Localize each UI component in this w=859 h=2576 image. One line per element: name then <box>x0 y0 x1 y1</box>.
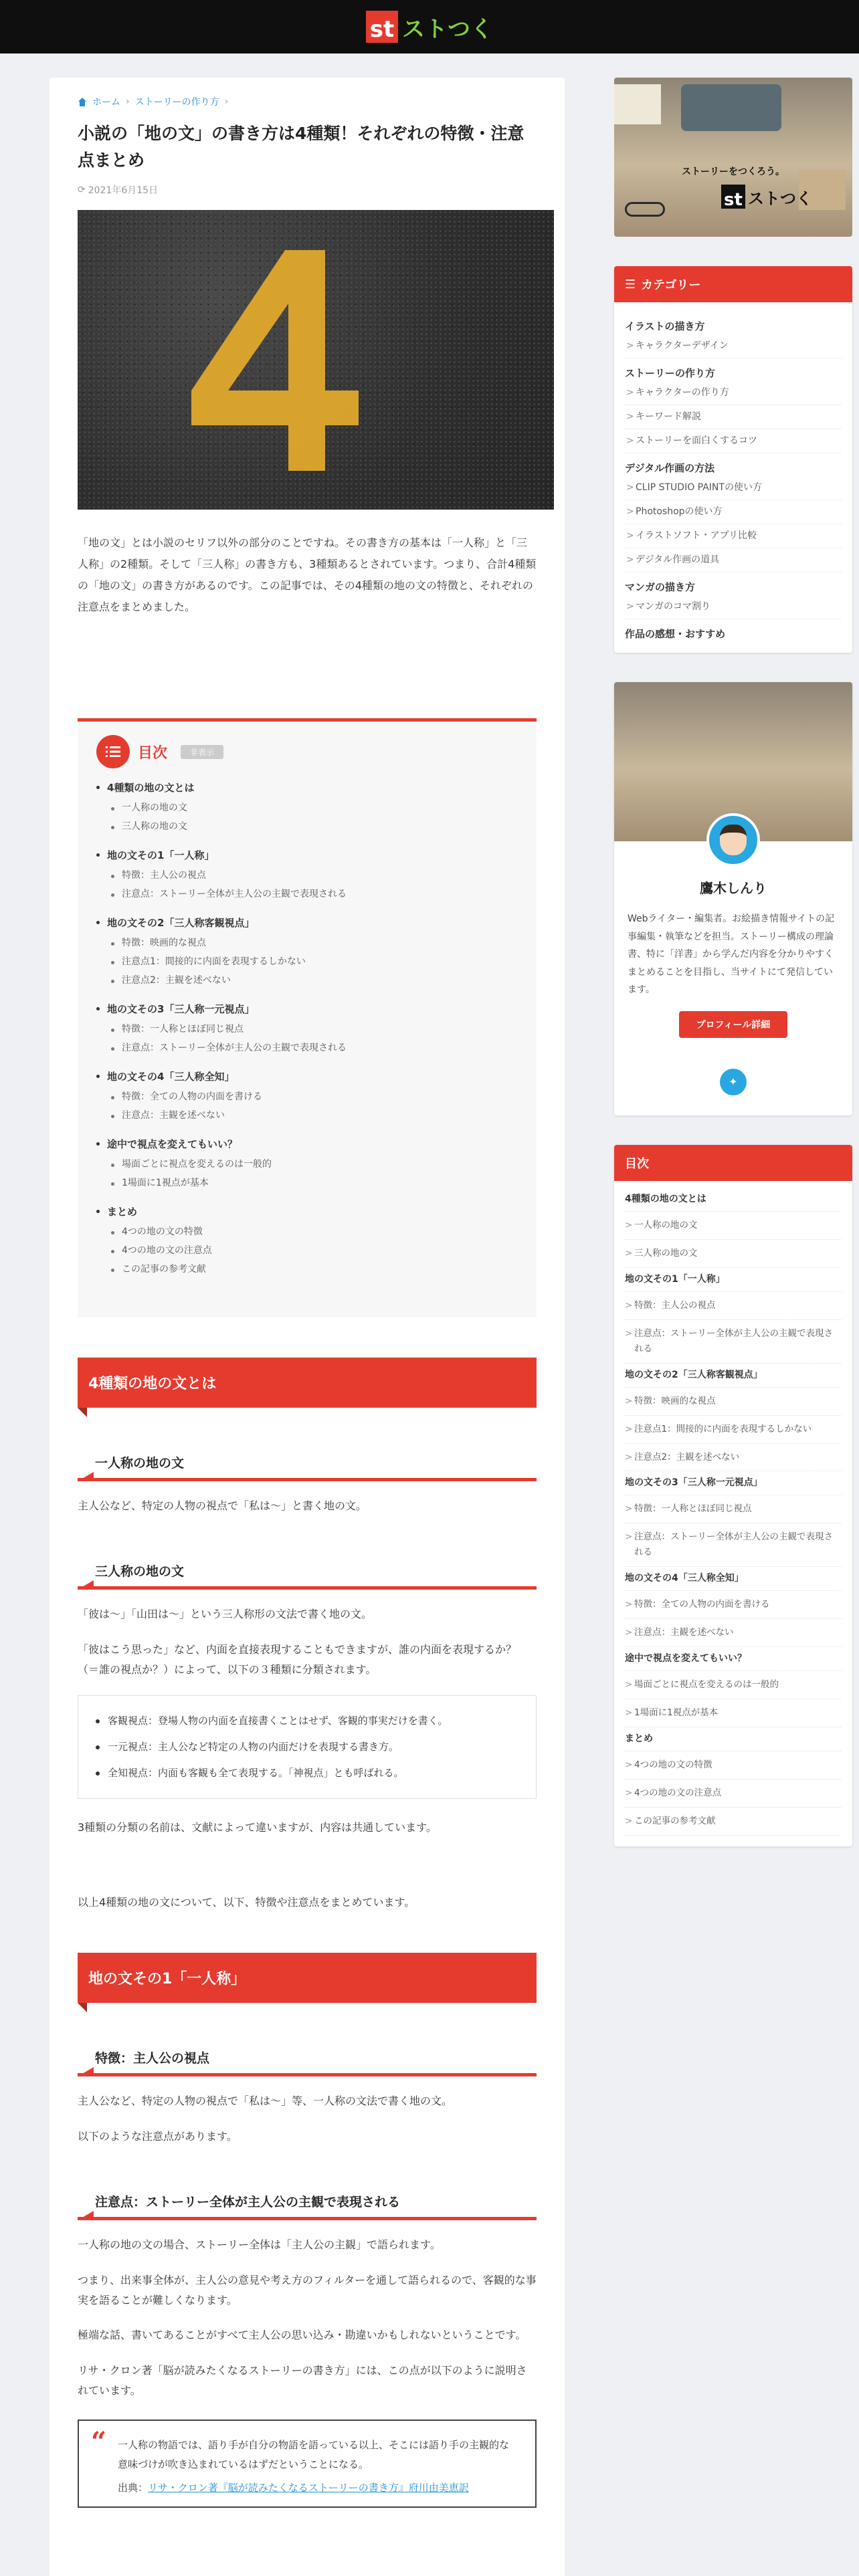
subcategory-link[interactable]: > Photoshopの使い方 <box>625 500 842 524</box>
viewpoint-list-box <box>78 1695 537 1799</box>
subcategory-link[interactable]: > マンガのコマ割り <box>625 595 842 619</box>
toc-item-link[interactable]: 地の文その4「三人称全知」 <box>107 1071 235 1083</box>
post-date-text: 2021年6月15日 <box>88 185 159 196</box>
sidebar-toc-subitem[interactable]: > この記事の参考文献 <box>625 1808 842 1836</box>
toc-subitem-link[interactable]: 一人称の地の文 <box>107 798 518 817</box>
paragraph: 「彼は〜」「山田は〜」という三人称形の文法で書く地の文。 <box>78 1608 373 1621</box>
category-link[interactable]: 作品の感想・おすすめ <box>625 628 726 640</box>
subcategory-link[interactable]: > キャラクターデザイン <box>625 334 842 358</box>
sidebar-toc-subitem[interactable]: > 三人称の地の文 <box>625 1240 842 1268</box>
chevron-right-icon: › <box>126 96 130 107</box>
logo-mark: st <box>366 11 398 43</box>
toc-item <box>96 1002 518 1057</box>
paragraph: つまり、出来事全体が、主人公の意見や考え方のフィルターを通して語られるので、客観的な事実を語ることが難しくなります。 <box>78 2273 537 2306</box>
toc-sublist <box>107 1087 518 1125</box>
subsection-heading: 注意点：ストーリー全体が主人公の主観で表現される <box>78 2192 537 2220</box>
toc-item-link[interactable]: 途中で視点を変えてもいい？ <box>107 1138 238 1150</box>
toc-subitem-link[interactable]: 注意点：ストーリー全体が主人公の主観で表現される <box>107 1039 518 1057</box>
number-four-illustration <box>191 250 372 477</box>
toc-subitem-link[interactable]: 注意点2：主観を述べない <box>107 971 518 990</box>
profile-description: Webライター・編集者。お絵描き情報サイトの記事編集・執筆などを担当。ストーリー構成の理論書、特に「洋書」から学んだ内容を分かりやすくまとめることを目指し、当サイトにて発信しています。 <box>628 914 835 996</box>
list-item: 全知視点：内面も客観も全て表現する。「神視点」とも呼ばれる。 <box>96 1760 518 1786</box>
lead-paragraph: 「地の文」とは小説のセリフ以外の部分のことですね。その書き方の基本は「一人称」と「三人称」の2種類。そして「三人称」の書き方も、3種類あるとされています。つまり、合計4種類の「地の文」の書き方があるのです。この記事では、その4種類の地の文の特徴と、それぞれの注意点をまとめました。 <box>78 536 537 613</box>
toc-subitem-link[interactable]: 4つの地の文の注意点 <box>107 1241 518 1260</box>
sidebar-toc-item[interactable]: 4種類の地の文とは <box>625 1188 842 1212</box>
toc-sublist <box>107 1155 518 1192</box>
quote-icon: “ <box>91 2426 107 2458</box>
article <box>50 78 565 2576</box>
toc-item <box>96 1137 518 1192</box>
toc-subitem-link[interactable]: この記事の参考文献 <box>107 1260 518 1279</box>
categories-title: カテゴリー <box>641 278 701 292</box>
profile-name: 鷹木しんり <box>700 880 767 896</box>
banner-logo-mark: st <box>721 185 745 209</box>
section-heading: 4種類の地の文とは <box>78 1358 537 1408</box>
subsection-heading: 特徴：主人公の視点 <box>78 2048 537 2076</box>
subsection-heading: 三人称の地の文 <box>78 1562 537 1590</box>
toc-subitem-link[interactable]: 4つの地の文の特徴 <box>107 1222 518 1241</box>
toc-item <box>96 916 518 990</box>
category-link[interactable]: マンガの描き方 <box>625 581 696 593</box>
toc-subitem-link[interactable]: 特徴：主人公の視点 <box>107 866 518 885</box>
sidebar-toc-subitem[interactable]: > 4つの地の文の特徴 <box>625 1751 842 1780</box>
paragraph: 「彼はこう思った」など、内面を直接表現することもできますが、誰の内面を表現するか？（＝誰の視点か？）によって、以下の３種類に分類されます。 <box>78 1642 517 1677</box>
category-link[interactable]: ストーリーの作り方 <box>625 367 716 379</box>
toc-item-link[interactable]: 地の文その3「三人称一元視点」 <box>107 1003 255 1015</box>
twitter-icon[interactable]: ✦ <box>720 1069 747 1095</box>
sidebar-toc-widget <box>614 1145 852 1846</box>
sidebar-toc-subitem[interactable]: > 特徴：全ての人物の内面を書ける <box>625 1591 842 1619</box>
toc-item <box>96 1069 518 1125</box>
categories-widget <box>614 266 852 653</box>
category-link[interactable]: イラストの描き方 <box>625 320 705 332</box>
subcategory-link[interactable]: > イラストソフト・アプリ比較 <box>625 524 842 548</box>
banner-logo <box>721 185 812 209</box>
quote-citation <box>118 2480 518 2494</box>
toc-title: 目次 <box>138 744 168 762</box>
toc-subitem-link[interactable]: 特徴：一人称とほぼ同じ視点 <box>107 1020 518 1039</box>
toc-sublist <box>107 1020 518 1057</box>
toc-item <box>96 1204 518 1279</box>
sidebar-toc-item[interactable]: 地の文その1「一人称」 <box>625 1268 842 1292</box>
sidebar-banner[interactable] <box>614 78 852 237</box>
toc-item-link[interactable]: まとめ <box>107 1206 138 1218</box>
sidebar-toc-subitem[interactable]: > 注意点：主観を述べない <box>625 1619 842 1647</box>
toc-subitem-link[interactable]: 特徴：全ての人物の内面を書ける <box>107 1087 518 1106</box>
sidebar-toc-subitem[interactable]: > 1場面に1視点が基本 <box>625 1699 842 1727</box>
subcategory-link[interactable]: > キーワード解説 <box>625 405 842 429</box>
toc-subitem-link[interactable]: 場面ごとに視点を変えるのは一般的 <box>107 1155 518 1174</box>
toc-item-link[interactable]: 地の文その1「一人称」 <box>107 849 215 861</box>
section-heading: 地の文その1「一人称」 <box>78 1953 537 2003</box>
toc-sublist <box>107 866 518 903</box>
sidebar-toc-subitem[interactable]: > 注意点：ストーリー全体が主人公の主観で表現される <box>625 1320 842 1364</box>
sidebar-toc-title: 目次 <box>625 1156 649 1171</box>
sidebar-toc-subitem[interactable]: > 特徴：主人公の視点 <box>625 1292 842 1320</box>
toc-subitem-link[interactable]: 注意点：ストーリー全体が主人公の主観で表現される <box>107 885 518 903</box>
toc-subitem-link[interactable]: 特徴：映画的な視点 <box>107 934 518 952</box>
table-of-contents <box>78 718 537 1317</box>
sidebar-toc-subitem[interactable]: > 特徴：一人称とほぼ同じ視点 <box>625 1495 842 1523</box>
list-item: 客観視点：登場人物の内面を直接書くことはせず、客観的事実だけを書く。 <box>96 1708 518 1734</box>
logo-text: ストつく <box>402 15 493 43</box>
sidebar-toc-subitem[interactable]: > 場面ごとに視点を変えるのは一般的 <box>625 1671 842 1699</box>
toc-subitem-link[interactable]: 注意点1：間接的に内面を表現するしかない <box>107 952 518 971</box>
sidebar-toc-item[interactable]: まとめ <box>625 1727 842 1751</box>
toc-sublist <box>107 1222 518 1279</box>
subcategory-link[interactable]: > キャラクターの作り方 <box>625 381 842 405</box>
banner-text: ストーリーをつくろう。 <box>682 167 785 177</box>
toc-subitem-link[interactable]: 1場面に1視点が基本 <box>107 1174 518 1192</box>
quote-text: 一人称の物語では、語り手が自分の物語を語っている以上、そこには語り手の主観的な意味づけが吹き込まれているはずだということになる。 <box>118 2439 510 2470</box>
citation-link[interactable]: リサ・クロン著『脳が読みたくなるストーリーの書き方』府川由美恵訳 <box>148 2482 469 2494</box>
paragraph: 主人公など、特定の人物の視点で「私は〜」等、一人称の文法で書く地の文。 <box>78 2095 453 2108</box>
paragraph: 極端な話、書いてあることがすべて主人公の思い込み・勘違いかもしれないということです。 <box>78 2329 527 2342</box>
paragraph: 主人公など、特定の人物の視点で「私は〜」と書く地の文。 <box>78 1499 367 1512</box>
category-list <box>614 302 852 653</box>
sidebar-toc-subitem[interactable]: > 注意点2：主観を述べない <box>625 1444 842 1472</box>
page-wrapper <box>0 53 859 2576</box>
sidebar-toc-item[interactable]: 地の文その3「三人称一元視点」 <box>625 1471 842 1495</box>
subcategory-link[interactable]: > ストーリーを面白くするコツ <box>625 429 842 453</box>
subcategory-link[interactable]: > デジタル作画の道具 <box>625 548 842 572</box>
breadcrumb <box>78 95 537 108</box>
subcategory-link[interactable]: > CLIP STUDIO PAINTの使い方 <box>625 476 842 500</box>
sidebar-toc-subitem[interactable]: > 注意点1：間接的に内面を表現するしかない <box>625 1416 842 1444</box>
refresh-icon: ⟳ <box>78 185 86 195</box>
list-item: 一元視点：主人公など特定の人物の内面だけを表現する書き方。 <box>96 1734 518 1760</box>
toc-item <box>96 848 518 903</box>
paragraph: 以下のような注意点があります。 <box>78 2129 237 2143</box>
sidebar <box>614 78 852 2576</box>
post-date <box>78 183 537 197</box>
toc-subitem-link[interactable]: 注意点：主観を述べない <box>107 1106 518 1125</box>
page-title: 小説の「地の文」の書き方は4種類！それぞれの特徴・注意点まとめ <box>78 124 524 170</box>
avatar <box>706 813 760 867</box>
paragraph: リサ・クロン著「脳が読みたくなるストーリーの書き方」には、この点が以下のように説明されています。 <box>78 2363 527 2397</box>
blockquote <box>78 2420 537 2508</box>
sidebar-toc-item[interactable]: 地の文その2「三人称客観視点」 <box>625 1364 842 1388</box>
breadcrumb-home[interactable]: ホーム <box>92 97 120 108</box>
eyecatch-image <box>78 210 554 510</box>
sidebar-toc-subitem[interactable]: > 特徴：映画的な視点 <box>625 1388 842 1416</box>
subsection-heading: 一人称の地の文 <box>78 1453 537 1481</box>
toc-item-link[interactable]: 4種類の地の文とは <box>107 782 195 794</box>
toc-sublist <box>107 934 518 990</box>
sidebar-toc-item[interactable]: 途中で視点を変えてもいい？ <box>625 1647 842 1671</box>
citation-label: 出典： <box>118 2482 149 2494</box>
site-header <box>0 0 859 53</box>
profile-widget <box>614 682 852 1115</box>
toc-item-link[interactable]: 地の文その2「三人称客観視点」 <box>107 917 255 929</box>
home-icon <box>78 98 87 106</box>
paragraph: 以上4種類の地の文について、以下、特徴や注意点をまとめています。 <box>78 1895 415 1909</box>
list-icon: ☰ <box>625 277 636 292</box>
list-icon <box>96 735 130 768</box>
toc-subitem-link[interactable]: 三人称の地の文 <box>107 817 518 836</box>
sidebar-toc-subitem[interactable]: > 注意点：ストーリー全体が主人公の主観で表現される <box>625 1523 842 1567</box>
sidebar-toc-list <box>614 1181 852 1846</box>
site-logo[interactable] <box>366 11 493 43</box>
banner-logo-text: ストつく <box>748 189 812 208</box>
sidebar-toc-item[interactable]: 地の文その4「三人称全知」 <box>625 1567 842 1591</box>
toc-sublist <box>107 798 518 836</box>
chevron-right-icon: › <box>224 96 229 107</box>
category-link[interactable]: デジタル作画の方法 <box>625 462 715 474</box>
paragraph: 一人称の地の文の場合、ストーリー全体は「主人公の主観」で語られます。 <box>78 2238 441 2252</box>
toc-list <box>96 780 518 1279</box>
paragraph: 3種類の分類の名前は、文献によって違いますが、内容は共通しています。 <box>78 1820 437 1834</box>
toc-toggle-button[interactable]: 非表示 <box>181 745 223 759</box>
toc-item <box>96 780 518 836</box>
sidebar-toc-subitem[interactable]: > 4つの地の文の注意点 <box>625 1780 842 1808</box>
sidebar-toc-subitem[interactable]: > 一人称の地の文 <box>625 1212 842 1240</box>
profile-detail-button[interactable]: プロフィール詳細 <box>679 1011 788 1038</box>
breadcrumb-category[interactable]: ストーリーの作り方 <box>134 97 219 108</box>
